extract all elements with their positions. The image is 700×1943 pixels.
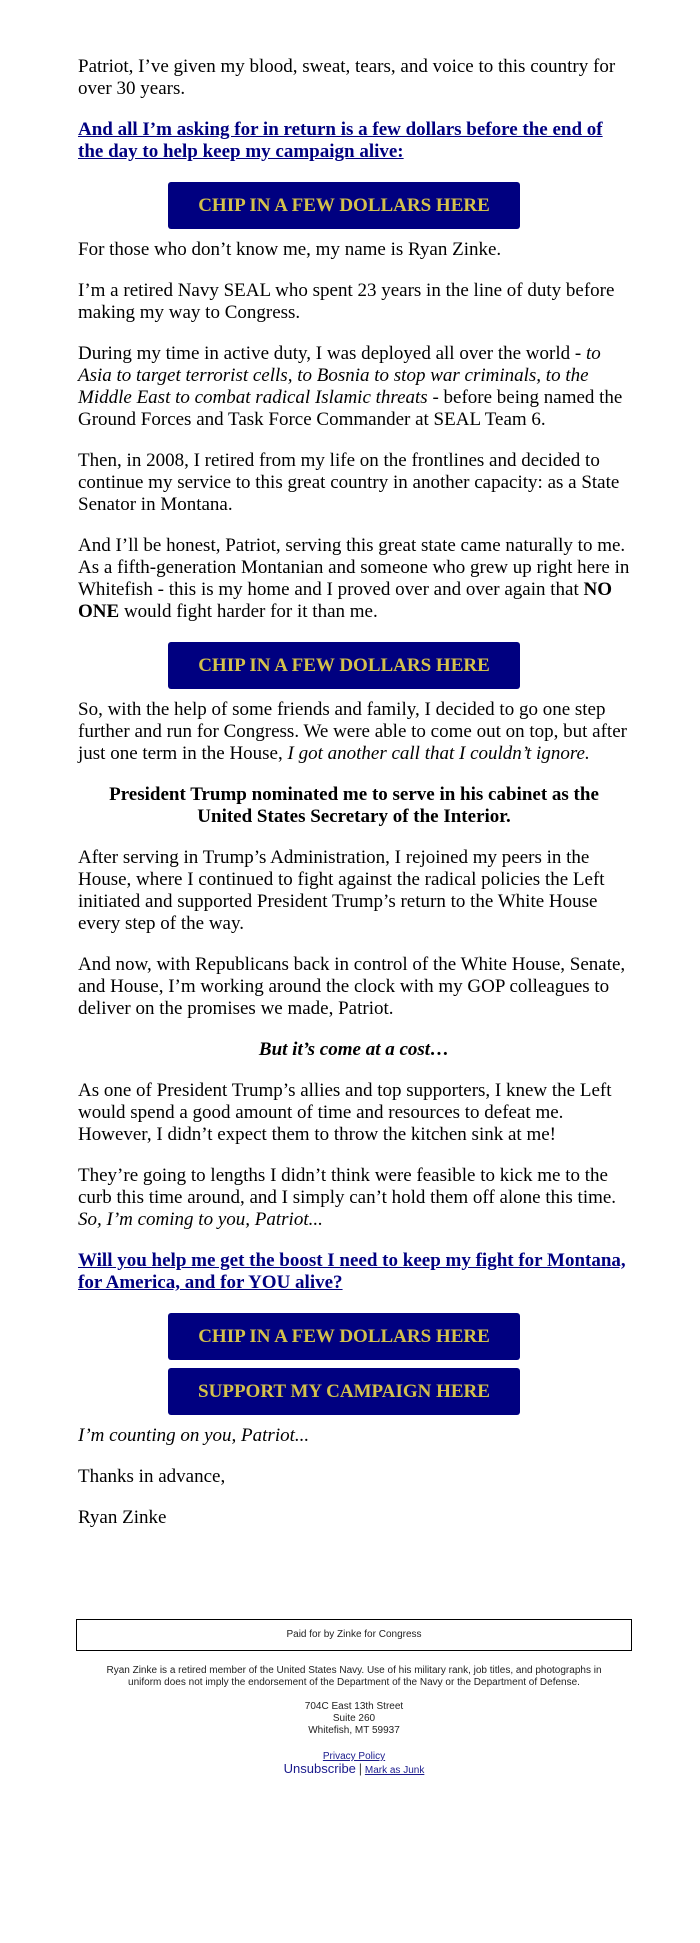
text: would fight harder for it than me. xyxy=(119,601,378,622)
paragraph: I’m a retired Navy SEAL who spent 23 years in the line of duty before making my way to Congress. xyxy=(78,280,615,323)
address-line: Whitefish, MT 59937 xyxy=(308,1725,400,1736)
heading: But it’s come at a cost… xyxy=(258,1039,450,1060)
chip-in-button[interactable]: CHIP IN A FEW DOLLARS HERE xyxy=(168,642,520,689)
heading: President Trump nominated me to serve in his cabinet as the United States Secretary of the Interior. xyxy=(109,784,599,827)
paid-for-box: Paid for by Zinke for Congress xyxy=(76,1619,632,1651)
paragraph xyxy=(78,343,630,431)
text: They’re going to lengths I didn’t think were feasible to kick me to the curb this time around, and I simply can’t hold them off alone this time. xyxy=(78,1165,617,1208)
paragraph: For those who don’t know me, my name is Ryan Zinke. xyxy=(78,239,502,260)
privacy-policy-link[interactable]: Privacy Policy xyxy=(322,1751,386,1762)
donate-link[interactable]: Will you help me get the boost I need to keep my fight for Montana, for America, and for YOU alive? xyxy=(78,1250,626,1293)
address-line: 704C East 13th Street xyxy=(304,1701,404,1712)
paragraph: Then, in 2008, I retired from my life on the frontlines and decided to continue my service to this great country in another capacity: as a State Senator in Montana. xyxy=(78,450,620,515)
chip-in-button[interactable]: CHIP IN A FEW DOLLARS HERE xyxy=(168,182,520,229)
italic-text: I got another call that I couldn’t ignore. xyxy=(287,743,590,764)
paragraph: Patriot, I’ve given my blood, sweat, tears, and voice to this country for over 30 years. xyxy=(78,56,616,99)
bold-text: NO ONE xyxy=(78,579,612,622)
unsubscribe-link[interactable]: Unsubscribe xyxy=(283,1761,356,1776)
paragraph: And now, with Republicans back in control of the White House, Senate, and House, I’m working around the clock with my GOP colleagues to deliver on the promises we made, Patriot. xyxy=(78,954,626,1019)
paragraph: Thanks in advance, xyxy=(78,1466,226,1487)
paragraph: As one of President Trump’s allies and top supporters, I knew the Left would spend a good amount of time and resources to defeat me. However, I didn’t expect them to throw the kitchen sink at me! xyxy=(78,1080,612,1145)
text: So, with the help of some friends and family, I decided to go one step further and run for Congress. We were able to come out on top, but after just one term in the House, xyxy=(78,699,627,764)
disclaimer: Ryan Zinke is a retired member of the United States Navy. Use of his military rank, job titles, and photographs in uniform does not imply the endorsement of the Department of the Navy or the Department of Defense. xyxy=(106,1665,602,1688)
paragraph: I’m counting on you, Patriot... xyxy=(78,1425,310,1446)
text: - before being named the Ground Forces and Task Force Commander at SEAL Team 6. xyxy=(78,387,623,430)
signature: Ryan Zinke xyxy=(78,1507,167,1528)
chip-in-button[interactable]: CHIP IN A FEW DOLLARS HERE xyxy=(168,1313,520,1360)
email-body xyxy=(78,0,630,1529)
paragraph xyxy=(78,699,630,765)
footer xyxy=(76,1619,632,1777)
paragraph xyxy=(78,1165,630,1231)
address-line: Suite 260 xyxy=(332,1713,376,1724)
paragraph: After serving in Trump’s Administration, I rejoined my peers in the House, where I continued to fight against the radical policies the Left initiated and supported President Trump’s return to the White House every step of the way. xyxy=(78,847,605,934)
text: And I’ll be honest, Patriot, serving this great state came naturally to me. As a fifth-generation Montanian and someone who grew up right here in Whitefish - this is my home and I proved over and over again that xyxy=(78,535,630,600)
mark-as-junk-link[interactable]: Mark as Junk xyxy=(364,1765,425,1776)
text: During my time in active duty, I was deployed all over the world - xyxy=(78,343,586,364)
italic-text: So, I’m coming to you, Patriot... xyxy=(78,1209,323,1230)
separator: | xyxy=(358,1761,363,1776)
donate-link[interactable]: And all I’m asking for in return is a few dollars before the end of the day to help keep my campaign alive: xyxy=(78,119,603,162)
italic-text: to Asia to target terrorist cells, to Bosnia to stop war criminals, to the Middle East to combat radical Islamic threats xyxy=(78,343,601,408)
paragraph xyxy=(78,535,630,623)
support-campaign-button[interactable]: SUPPORT MY CAMPAIGN HERE xyxy=(168,1368,520,1415)
